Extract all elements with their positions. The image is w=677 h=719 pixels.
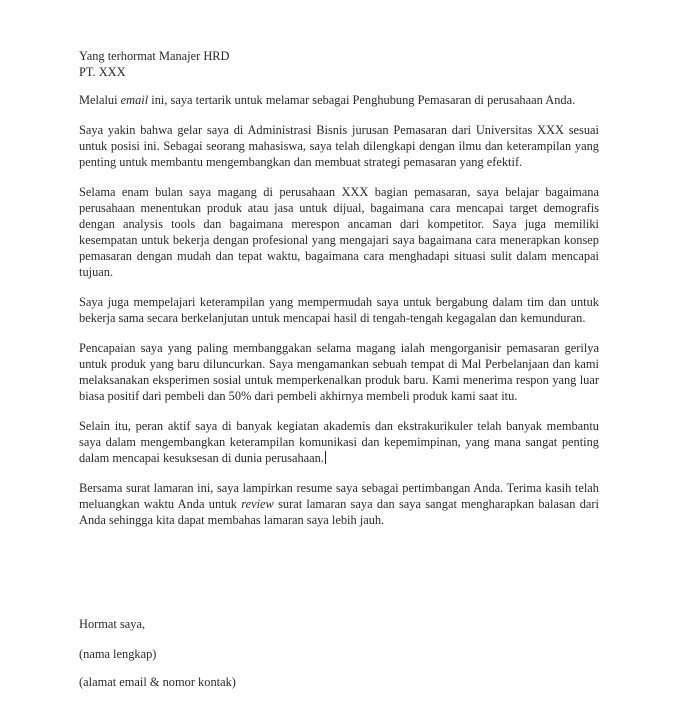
recipient-line: Yang terhormat Manajer HRD xyxy=(79,49,230,63)
letter-body[interactable] xyxy=(79,48,599,542)
paragraph-closing: Bersama surat lamaran ini, saya lampirkan resume saya sebagai pertimbangan Anda. Terima kasih telah meluangkan waktu Anda untuk review surat lamaran saya dan saya sangat mengharapkan balasan dari Anda sehingga kita dapat membahas lamaran saya lebih jauh. xyxy=(79,481,600,527)
paragraph-education: Saya yakin bahwa gelar saya di Administrasi Bisnis jurusan Pemasaran dari Universitas XXX sesuai untuk posisi ini. Sebagai seorang mahasiswa, saya telah dilengkapi dengan ilmu dan keterampilan yang penting untuk membantu mengembangkan dan membuat strategi pemasaran yang efektif. xyxy=(79,123,599,169)
paragraph-internship: Selama enam bulan saya magang di perusahaan XXX bagian pemasaran, saya belajar bagaimana perusahaan menentukan produk atau jasa untuk dijual, bagaimana cara mencapai target demografis dengan analysis tools dan bagaimana merespon ancaman dari kompetitor. Saya juga memiliki kesempatan untuk bekerja dengan profesional yang mengajari saya bagaimana cara menerapkan konsep pemasaran dengan mudah dan tepat waktu, bagaimana cara menghadapi situasi sulit dalam mencapai tujuan. xyxy=(79,185,599,279)
paragraph-activities: Selain itu, peran aktif saya di banyak kegiatan akademis dan ekstrakurikuler telah banyak membantu saya dalam mengembangkan keterampilan komunikasi dan kepemimpinan, yang mana sangat penting dalam mencapai kesuksesan di dunia perusahaan. xyxy=(79,419,599,465)
text-cursor xyxy=(325,451,326,464)
signature-contact: (alamat email & nomor kontak) xyxy=(79,675,236,689)
letter-header xyxy=(79,48,599,80)
company-line: PT. XXX xyxy=(79,65,126,79)
signature-name: (nama lengkap) xyxy=(79,647,157,661)
email-emphasis: email xyxy=(120,93,149,107)
paragraph-achievement: Pencapaian saya yang paling membanggakan selama magang ialah mengorganisir pemasaran gerilya untuk produk yang baru diluncurkan. Saya mengamankan sebuah tempat di Mal Perbelanjaan dan kami melaksanakan eksperimen sosial untuk memperkenalkan produk baru. Kami menerima respon yang luar biasa positif dari pembeli dan 50% dari pembeli akhirnya membeli produk kami saat itu. xyxy=(79,341,599,403)
paragraph-intro: Melalui email ini, saya tertarik untuk melamar sebagai Penghubung Pemasaran di perusahaan Anda. xyxy=(79,93,576,107)
salutation: Hormat saya, xyxy=(79,617,146,631)
paragraph-teamwork: Saya juga mempelajari keterampilan yang mempermudah saya untuk bergabung dalam tim dan untuk bekerja sama secara berkelanjutan untuk mencapai hasil di tengah-tengah kegagalan dan kemunduran. xyxy=(79,295,599,325)
review-emphasis: review xyxy=(241,497,274,511)
